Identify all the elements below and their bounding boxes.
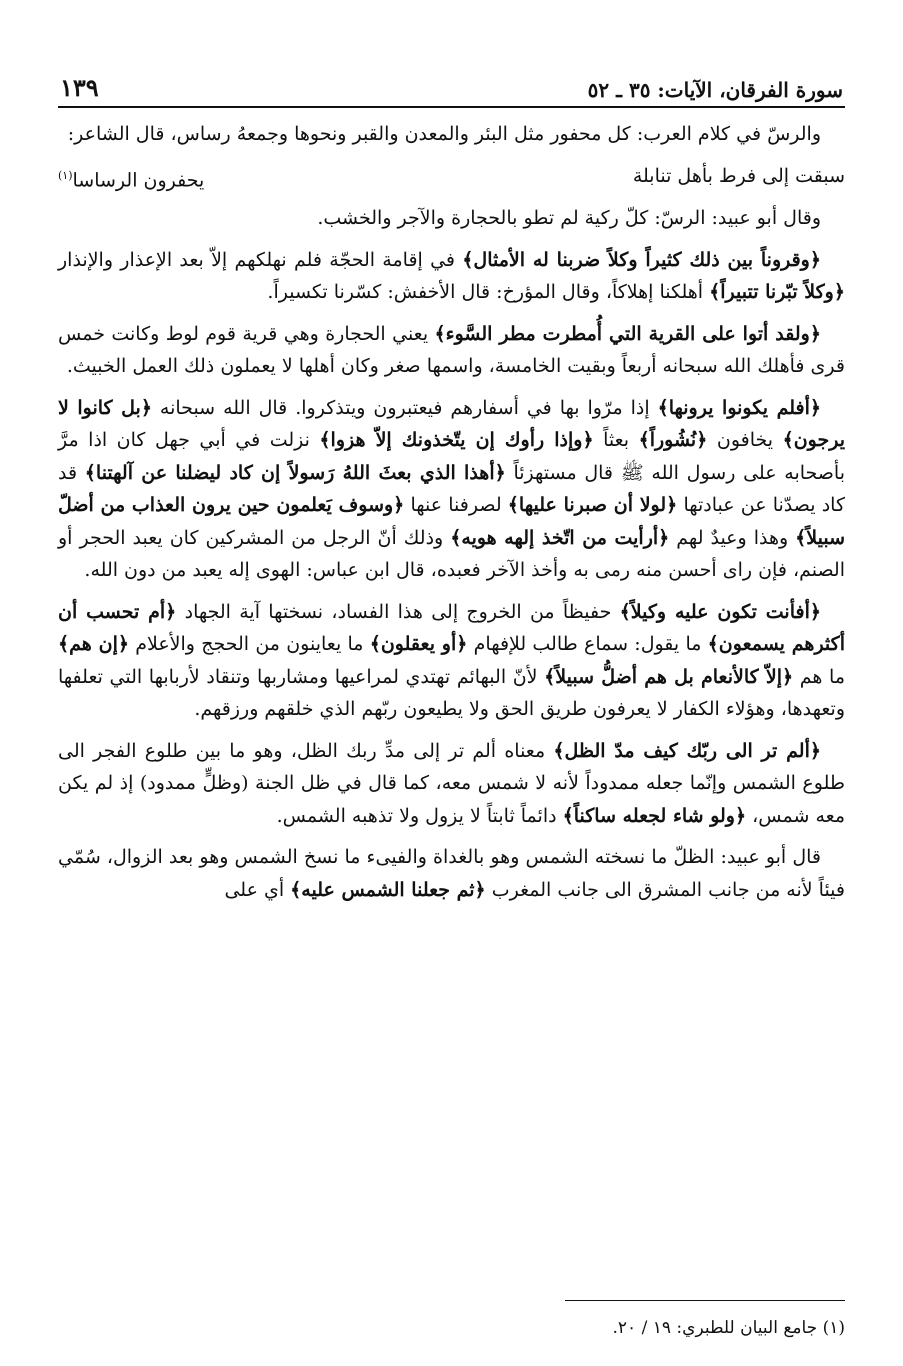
quran-quote: ﴿بل كانوا لا يرجون﴾ [58,396,845,452]
commentary-text: قال أبو عبيد: الظلّ ما نسخته الشمس وهو بالغداة والفيىء ما نسخ الشمس وهو بعد الزوال، سُمّي فيئاً لأنه من جانب المشرق الى جانب المغرب [58,846,845,901]
commentary-text: نزلت في أبي جهل كان اذا مرَّ بأصحابه على رسول الله ﷺ قال مستهزئاً [58,429,845,484]
quran-quote: ﴿ولقد أتوا على القرية التي أُمطرت مطر السَّوء﴾ [434,322,821,345]
page-number: ١٣٩ [60,73,99,102]
commentary-text: يخافون [707,429,783,452]
paragraph-7 [58,735,845,833]
quran-quote: ﴿ولو شاء لجعله ساكناً﴾ [562,804,747,827]
footnote-ref: (١) [58,168,73,182]
header-rule [58,106,845,108]
commentary-text: وهذا وعيدٌ لهم [669,526,796,549]
paragraph-4 [58,318,845,383]
commentary-text: قد كاد يصدّنا عن عبادتها [58,461,845,517]
commentary-text: بعثاً [593,429,639,452]
quran-quote: ﴿أرأيت من اتّخذ إلهه هويه﴾ [450,526,670,549]
commentary-text: ما يعاينون من الحجج والأعلام [129,633,370,656]
paragraph-1 [58,118,845,151]
paragraph-2 [58,202,845,235]
footnote-rule [565,1300,845,1301]
quran-quote: ﴿لولا أن صبرنا عليها﴾ [507,494,678,517]
quran-quote: ﴿نُشُوراً﴾ [638,429,708,452]
paragraph-3 [58,244,845,309]
header-title: سورة الفرقان، الآيات: ٣٥ ـ ٥٢ [587,78,843,102]
quran-quote: ﴿ألم تر الى ربّك كيف مدّ الظل﴾ [553,739,821,762]
body-text [58,118,845,915]
quran-quote: ﴿إلاّ كالأنعام بل هم أضلُّ سبيلاً﴾ [544,665,794,688]
commentary-text: معناه ألم تر إلى مدِّ ربك الظل، وهو ما بين طلوع الفجر الى طلوع الشمس وإنّما جعله ممدوداً لأنه لا شمس معه، كما قال في ظل الجنة (وظلٍّ ممدود) إذ لم يكن معه شمس، [58,739,845,827]
quran-quote: ﴿أهذا الذي بعثَ اللهُ رَسولاً إن كاد ليضلنا عن آلهتنا﴾ [84,461,506,484]
quran-quote: ﴿وقروناً بين ذلك كثيراً وكلاً ضربنا له الأمثال﴾ [462,248,821,271]
quran-quote: ﴿إن هم﴾ [58,633,129,656]
quran-quote: ﴿أو يعقلون﴾ [369,633,468,656]
paragraph-8 [58,841,845,906]
commentary-text: حفيظاً من الخروج إلى هذا الفساد، نسختها آية الجهاد [176,600,620,623]
commentary-text: دائماً ثابتاً لا يزول ولا تذهبه الشمس. [276,804,563,827]
quran-quote: ﴿أم تحسب أن أكثرهم يسمعون﴾ [58,600,845,656]
verse-second-text: يحفرون الرساسا [72,168,205,191]
paragraph-5 [58,392,845,587]
commentary-text: لصرفنا عنها [404,494,508,517]
poetry-verse [58,160,845,197]
commentary-text: لأنّ البهائم تهتدي لمراعيها ومشاربها وتنقاد لأربابها التي تعلفها وتعهدها، وهؤلاء الكفار لا يعرفون طريق الحق ولا يطيعون ربّهم الذي خلقهم ورزقهم. [58,665,845,721]
commentary-text: في إقامة الحجّة فلم نهلكهم إلاّ بعد الإعذار والإنذار [58,248,463,271]
paragraph-1-text: والرسّ في كلام العرب: كل محفور مثل البئر والمعدن والقبر ونحوها وجمعهُ رساس، قال الشاعر: [67,123,821,145]
commentary-text: أي على [224,878,291,901]
quran-quote: ﴿أفلم يكونوا يرونها﴾ [657,396,822,419]
paragraph-6 [58,596,845,726]
verse-first-hemistich: سبقت إلى فرط بأهل تنابلة [632,164,845,187]
commentary-text: أهلكنا إهلاكاً، وقال المؤرخ: قال الأخفش: كسّرنا تكسيراً. [267,281,710,304]
quran-quote: ﴿ثم جعلنا الشمس عليه﴾ [290,878,486,901]
commentary-text: ما يقول: سماع طالب للإفهام [467,633,708,656]
quran-quote: ﴿وإذا رأوك إن يتّخذونك إلاّ هزوا﴾ [319,429,594,452]
commentary-text: يعني الحجارة وهي قرية قوم لوط وكانت خمس قرى فأهلك الله سبحانه أربعاً وبقيت الخامسة، واسمها صغر وكان أهلها لا يعملون ذلك العمل الخبيث. [58,322,845,378]
commentary-text: إذا مرّوا بها في أسفارهم فيعتبرون ويتذكروا. قال الله سبحانه [151,396,658,419]
quran-quote: ﴿وسوف يَعلمون حين يرون العذاب من أضلّ سبيلاً﴾ [58,494,846,549]
commentary-text: وذلك أنّ الرجل من المشركين كان يعبد الحجر أو الصنم، فإن راى أحسن منه رمى به وأخذ الآخر فعبده، قال ابن عباس: الهوى إله يعبد من دون الله. [58,526,845,582]
quran-quote: ﴿وكلاً تبّرنا تتبيراً﴾ [709,281,845,304]
page-header [60,62,843,102]
verse-second-hemistich [58,160,204,197]
paragraph-2-text: وقال أبو عبيد: الرسّ: كلّ ركية لم تطو بالحجارة والآجر والخشب. [317,207,821,230]
commentary-text: ما هم [793,665,846,688]
quran-quote: ﴿أفأنت تكون عليه وكيلاً﴾ [619,600,822,623]
footnote: (١) جامع البيان للطبري: ١٩ / ٢٠. [612,1318,845,1338]
